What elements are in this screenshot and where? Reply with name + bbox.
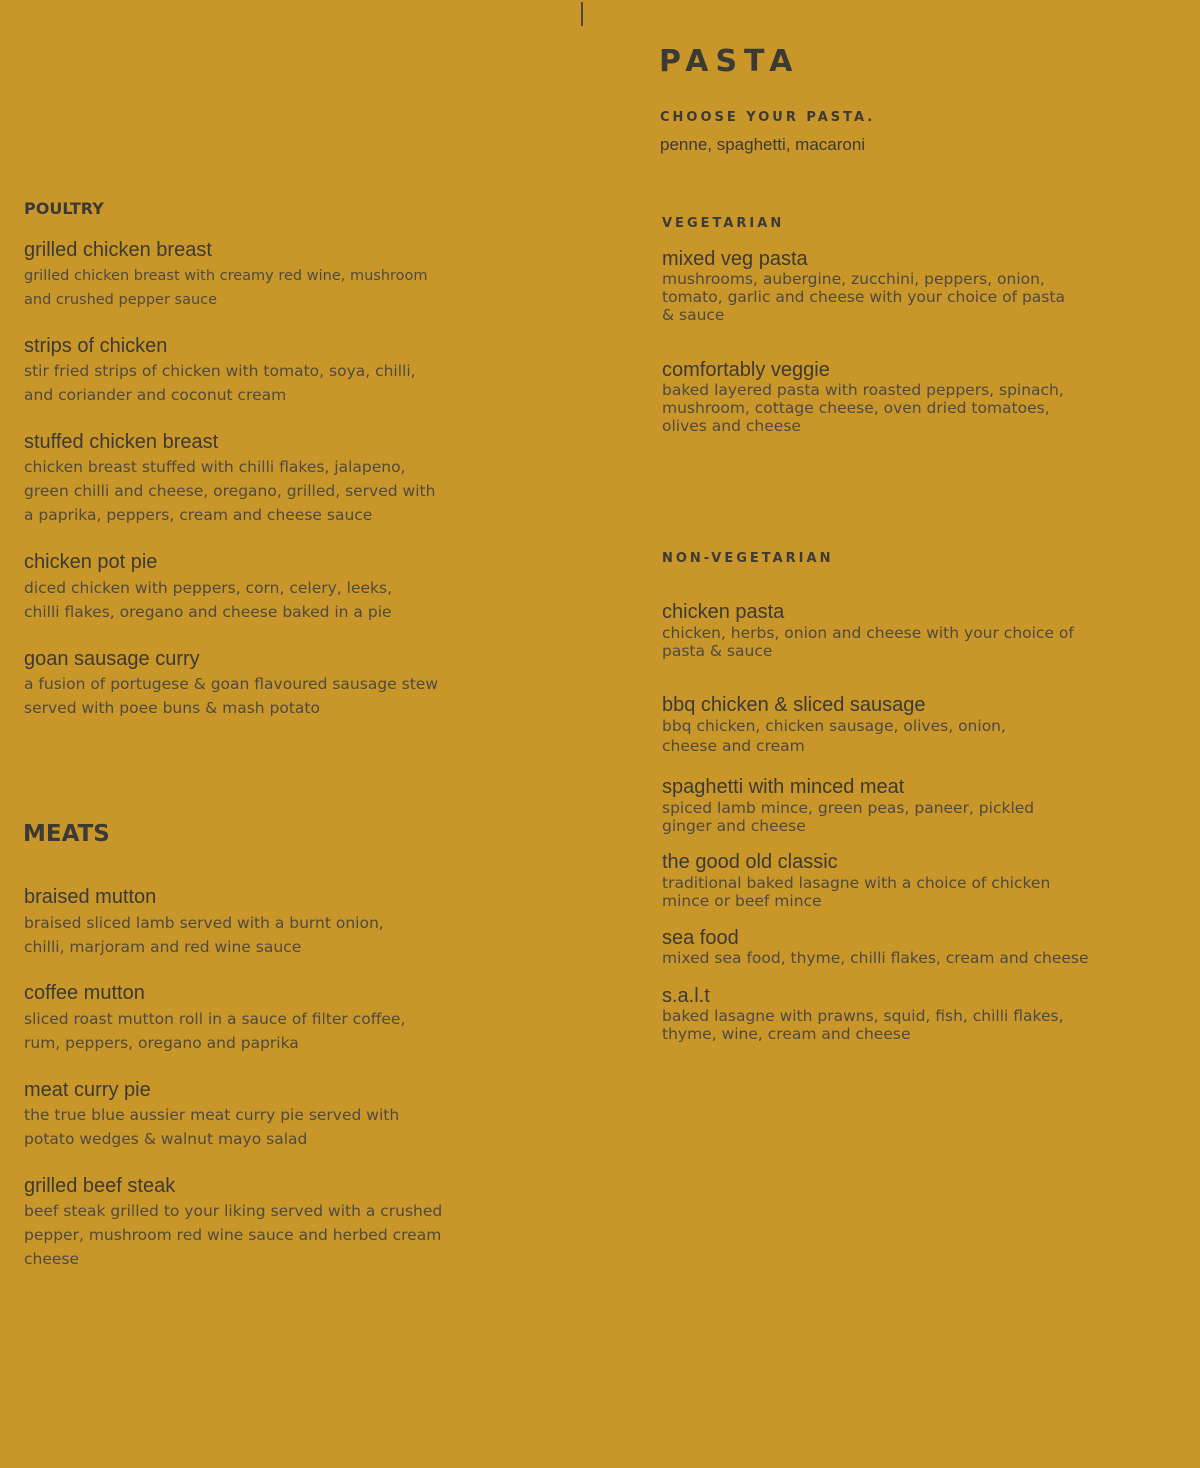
item-title: goan sausage curry <box>24 648 200 670</box>
item-description: baked lasagne with prawns, squid, fish, chilli flakes, thyme, wine, cream and cheese <box>662 1007 1064 1043</box>
item-title: stuffed chicken breast <box>24 431 219 453</box>
poultry-heading: POULTRY <box>24 199 104 218</box>
item-description: mixed sea food, thyme, chilli flakes, cream and cheese <box>662 949 1089 967</box>
item-title: chicken pot pie <box>24 551 158 573</box>
item-description: a fusion of portugese & goan flavoured sausage stew served with poee buns & mash potato <box>24 675 438 717</box>
item-title: grilled beef steak <box>24 1175 176 1197</box>
item-title: meat curry pie <box>24 1079 151 1101</box>
item-title: grilled chicken breast <box>24 239 212 261</box>
item-description: traditional baked lasagne with a choice of chicken mince or beef mince <box>662 874 1051 910</box>
item-description: chicken breast stuffed with chilli flakes, jalapeno, green chilli and cheese, oregano, grilled, served with a paprika, peppers, cream and cheese sauce <box>24 458 436 524</box>
vegetarian-heading: VEGETARIAN <box>662 216 785 231</box>
item-title: spaghetti with minced meat <box>662 776 905 798</box>
pasta-options: penne, spaghetti, macaroni <box>660 135 866 154</box>
item-description: bbq chicken, chicken sausage, olives, onion, cheese and cream <box>662 717 1006 755</box>
item-title: mixed veg pasta <box>662 248 808 270</box>
item-title: sea food <box>662 927 739 949</box>
item-title: s.a.l.t <box>662 985 710 1007</box>
item-description: braised sliced lamb served with a burnt onion, chilli, marjoram and red wine sauce <box>24 914 384 956</box>
item-title: the good old classic <box>662 851 838 873</box>
item-title: comfortably veggie <box>662 359 830 381</box>
non-vegetarian-heading: NON-VEGETARIAN <box>662 551 834 566</box>
item-description: baked layered pasta with roasted peppers, spinach, mushroom, cottage cheese, oven dried tomatoes, olives and cheese <box>662 381 1064 435</box>
item-description: chicken, herbs, onion and cheese with your choice of pasta & sauce <box>662 624 1074 660</box>
item-title: chicken pasta <box>662 601 785 623</box>
item-description: sliced roast mutton roll in a sauce of filter coffee, rum, peppers, oregano and paprika <box>24 1010 406 1052</box>
item-description: grilled chicken breast with creamy red wine, mushroom and crushed pepper sauce <box>24 268 428 308</box>
item-description: the true blue aussier meat curry pie served with potato wedges & walnut mayo salad <box>24 1106 400 1148</box>
item-title: strips of chicken <box>24 335 168 357</box>
item-title: coffee mutton <box>24 982 145 1004</box>
item-title: bbq chicken & sliced sausage <box>662 694 926 716</box>
item-description: stir fried strips of chicken with tomato, soya, chilli, and coriander and coconut cream <box>24 362 416 404</box>
meats-heading: MEATS <box>23 821 110 847</box>
page-divider-mark <box>581 2 583 26</box>
pasta-title: PASTA <box>659 44 800 79</box>
choose-pasta-label: CHOOSE YOUR PASTA. <box>660 110 876 125</box>
item-description: beef steak grilled to your liking served with a crushed pepper, mushroom red wine sauce and herbed cream cheese <box>24 1202 443 1268</box>
item-description: spiced lamb mince, green peas, paneer, pickled ginger and cheese <box>662 799 1035 835</box>
item-description: diced chicken with peppers, corn, celery, leeks, chilli flakes, oregano and cheese baked in a pie <box>24 579 392 621</box>
item-description: mushrooms, aubergine, zucchini, peppers, onion, tomato, garlic and cheese with your choice of pasta & sauce <box>662 270 1065 324</box>
item-title: braised mutton <box>24 886 157 908</box>
